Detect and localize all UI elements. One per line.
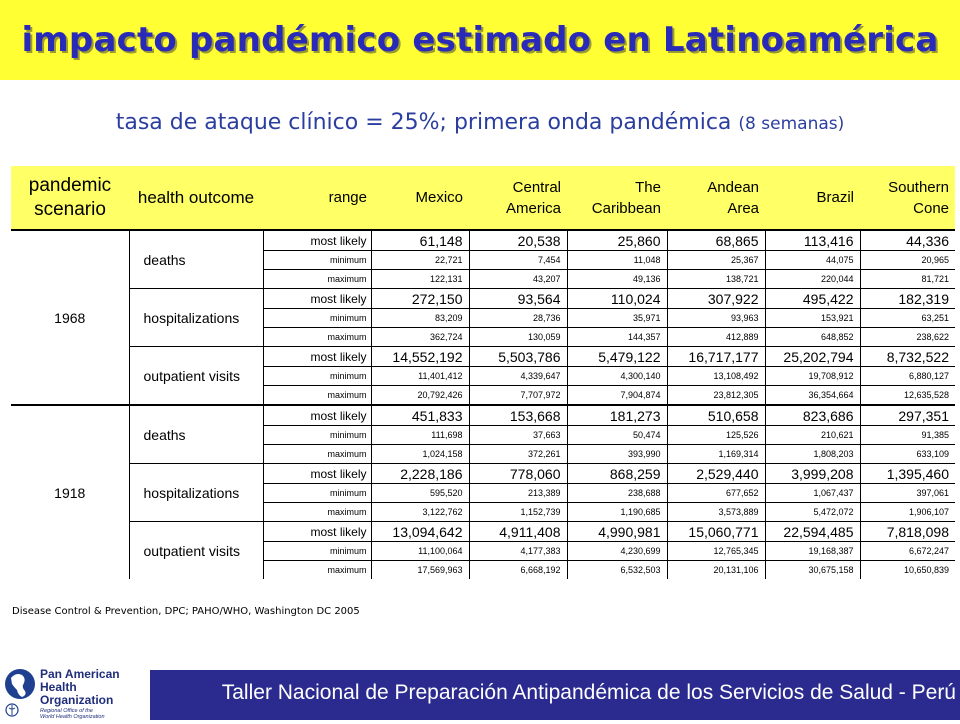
value-cell-andean-area: 125,526 (667, 426, 765, 445)
value-cell-caribbean: 50,474 (567, 426, 667, 445)
range-label-cell: most likely (263, 405, 371, 426)
value-cell-southern-cone: 12,635,528 (860, 386, 955, 406)
range-label-cell: minimum (263, 542, 371, 561)
value-cell-caribbean: 144,357 (567, 328, 667, 347)
logo-sub-name (40, 708, 105, 720)
range-label-cell: minimum (263, 484, 371, 503)
value-cell-caribbean: 7,904,874 (567, 386, 667, 406)
range-label-cell: maximum (263, 386, 371, 406)
value-cell-southern-cone: 6,672,247 (860, 542, 955, 561)
value-cell-caribbean: 181,273 (567, 405, 667, 426)
table-row (11, 522, 955, 542)
value-cell-southern-cone: 81,721 (860, 270, 955, 289)
range-label-cell: maximum (263, 561, 371, 580)
value-cell-brazil: 495,422 (765, 289, 860, 309)
value-cell-caribbean: 4,990,981 (567, 522, 667, 542)
logo-sub-line1: Regional Office of the (40, 708, 93, 714)
source-note: Disease Control & Prevention, DPC; PAHO/WHO, Washington DC 2005 (12, 606, 360, 617)
header-caribbean-line1: The (635, 178, 661, 196)
value-cell-andean-area: 68,865 (667, 230, 765, 251)
value-cell-central-america: 93,564 (469, 289, 567, 309)
value-cell-caribbean: 238,688 (567, 484, 667, 503)
value-cell-caribbean: 49,136 (567, 270, 667, 289)
scenario-year-cell: 1968 (11, 230, 129, 405)
value-cell-caribbean: 4,230,699 (567, 542, 667, 561)
value-cell-mexico: 122,131 (371, 270, 469, 289)
value-cell-central-america: 153,668 (469, 405, 567, 426)
value-cell-brazil: 153,921 (765, 309, 860, 328)
header-central-line1: Central (512, 178, 561, 196)
value-cell-brazil: 30,675,158 (765, 561, 860, 580)
value-cell-central-america: 372,261 (469, 445, 567, 464)
value-cell-brazil: 22,594,485 (765, 522, 860, 542)
value-cell-brazil: 44,075 (765, 251, 860, 270)
value-cell-southern-cone: 238,622 (860, 328, 955, 347)
value-cell-andean-area: 13,108,492 (667, 367, 765, 386)
value-cell-southern-cone: 633,109 (860, 445, 955, 464)
header-central-line2: America (505, 199, 561, 217)
header-scenario-line2: scenario (34, 198, 106, 220)
subtitle-main: tasa de ataque clínico = 25%; primera onda pandémica (115, 110, 732, 135)
value-cell-mexico: 1,024,158 (371, 445, 469, 464)
value-cell-andean-area: 25,367 (667, 251, 765, 270)
value-cell-caribbean: 393,990 (567, 445, 667, 464)
value-cell-mexico: 272,150 (371, 289, 469, 309)
header-mexico: Mexico (371, 166, 469, 230)
logo-org-line1: Pan American (40, 667, 120, 681)
value-cell-central-america: 28,736 (469, 309, 567, 328)
value-cell-andean-area: 93,963 (667, 309, 765, 328)
health-outcome-cell: outpatient visits (129, 522, 263, 580)
value-cell-southern-cone: 20,965 (860, 251, 955, 270)
header-andean-area (667, 166, 765, 230)
value-cell-caribbean: 868,259 (567, 464, 667, 484)
value-cell-brazil: 36,354,664 (765, 386, 860, 406)
value-cell-andean-area: 2,529,440 (667, 464, 765, 484)
value-cell-mexico: 451,833 (371, 405, 469, 426)
value-cell-mexico: 83,209 (371, 309, 469, 328)
value-cell-andean-area: 412,889 (667, 328, 765, 347)
scenario-year-cell: 1918 (11, 405, 129, 579)
value-cell-andean-area: 15,060,771 (667, 522, 765, 542)
value-cell-central-america: 7,454 (469, 251, 567, 270)
value-cell-southern-cone: 44,336 (860, 230, 955, 251)
value-cell-central-america: 20,538 (469, 230, 567, 251)
footer-text: Taller Nacional de Preparación Antipandémica de los Servicios de Salud - Perú (221, 681, 956, 704)
value-cell-central-america: 43,207 (469, 270, 567, 289)
value-cell-central-america: 130,059 (469, 328, 567, 347)
table-row (11, 405, 955, 426)
value-cell-andean-area: 138,721 (667, 270, 765, 289)
value-cell-central-america: 213,389 (469, 484, 567, 503)
value-cell-mexico: 3,122,762 (371, 503, 469, 522)
value-cell-andean-area: 23,812,305 (667, 386, 765, 406)
value-cell-southern-cone: 10,650,839 (860, 561, 955, 580)
table-row (11, 464, 955, 484)
value-cell-andean-area: 307,922 (667, 289, 765, 309)
value-cell-caribbean: 25,860 (567, 230, 667, 251)
value-cell-mexico: 20,792,426 (371, 386, 469, 406)
header-outcome: health outcome (129, 166, 263, 230)
value-cell-andean-area: 677,652 (667, 484, 765, 503)
value-cell-mexico: 22,721 (371, 251, 469, 270)
paho-logo (0, 662, 150, 720)
value-cell-caribbean: 6,532,503 (567, 561, 667, 580)
logo-org-line2: Health (40, 680, 77, 694)
value-cell-mexico: 2,228,186 (371, 464, 469, 484)
range-label-cell: most likely (263, 464, 371, 484)
value-cell-brazil: 1,808,203 (765, 445, 860, 464)
impact-table-container (11, 166, 955, 579)
header-andean-line1: Andean (707, 178, 759, 196)
value-cell-brazil: 220,044 (765, 270, 860, 289)
range-label-cell: minimum (263, 367, 371, 386)
health-outcome-cell: outpatient visits (129, 347, 263, 406)
header-southern-cone (860, 166, 955, 230)
value-cell-caribbean: 5,479,122 (567, 347, 667, 367)
value-cell-mexico: 595,520 (371, 484, 469, 503)
range-label-cell: maximum (263, 328, 371, 347)
table-body (11, 230, 955, 579)
value-cell-southern-cone: 7,818,098 (860, 522, 955, 542)
value-cell-central-america: 5,503,786 (469, 347, 567, 367)
health-outcome-cell: deaths (129, 405, 263, 464)
value-cell-brazil: 5,472,072 (765, 503, 860, 522)
page-title: impacto pandémico estimado en Latinoamérica (21, 20, 939, 60)
header-andean-line2: Area (727, 199, 759, 217)
value-cell-brazil: 19,168,387 (765, 542, 860, 561)
value-cell-mexico: 111,698 (371, 426, 469, 445)
value-cell-brazil: 25,202,794 (765, 347, 860, 367)
value-cell-southern-cone: 8,732,522 (860, 347, 955, 367)
value-cell-southern-cone: 6,880,127 (860, 367, 955, 386)
subtitle (0, 110, 960, 135)
header-scenario-line1: pandemic (28, 174, 112, 196)
value-cell-andean-area: 1,169,314 (667, 445, 765, 464)
logo-org-name (40, 668, 120, 707)
value-cell-andean-area: 510,658 (667, 405, 765, 426)
value-cell-mexico: 17,569,963 (371, 561, 469, 580)
subtitle-small: (8 semanas) (738, 114, 845, 134)
header-caribbean (567, 166, 667, 230)
value-cell-central-america: 7,707,972 (469, 386, 567, 406)
header-southern-line1: Southern (888, 178, 949, 196)
value-cell-mexico: 362,724 (371, 328, 469, 347)
value-cell-brazil: 19,708,912 (765, 367, 860, 386)
health-outcome-cell: hospitalizations (129, 289, 263, 347)
logo-sub-line2: World Health Organization (40, 714, 105, 720)
value-cell-brazil: 113,416 (765, 230, 860, 251)
table-row (11, 230, 955, 251)
value-cell-mexico: 11,401,412 (371, 367, 469, 386)
value-cell-andean-area: 20,131,106 (667, 561, 765, 580)
range-label-cell: most likely (263, 347, 371, 367)
value-cell-southern-cone: 1,906,107 (860, 503, 955, 522)
range-label-cell: maximum (263, 503, 371, 522)
value-cell-central-america: 6,668,192 (469, 561, 567, 580)
value-cell-central-america: 4,177,383 (469, 542, 567, 561)
header-brazil: Brazil (765, 166, 860, 230)
range-label-cell: maximum (263, 270, 371, 289)
range-label-cell: most likely (263, 289, 371, 309)
value-cell-mexico: 14,552,192 (371, 347, 469, 367)
value-cell-central-america: 4,911,408 (469, 522, 567, 542)
range-label-cell: most likely (263, 230, 371, 251)
impact-table (11, 166, 955, 579)
value-cell-brazil: 210,621 (765, 426, 860, 445)
globe-emblem-icon (0, 662, 40, 720)
value-cell-brazil: 1,067,437 (765, 484, 860, 503)
value-cell-southern-cone: 397,061 (860, 484, 955, 503)
value-cell-central-america: 37,663 (469, 426, 567, 445)
table-row (11, 289, 955, 309)
range-label-cell: minimum (263, 309, 371, 328)
value-cell-caribbean: 110,024 (567, 289, 667, 309)
header-central-america (469, 166, 567, 230)
value-cell-caribbean: 35,971 (567, 309, 667, 328)
range-label-cell: minimum (263, 251, 371, 270)
value-cell-caribbean: 4,300,140 (567, 367, 667, 386)
range-label-cell: maximum (263, 445, 371, 464)
value-cell-mexico: 13,094,642 (371, 522, 469, 542)
health-outcome-cell: hospitalizations (129, 464, 263, 522)
value-cell-brazil: 3,999,208 (765, 464, 860, 484)
value-cell-mexico: 61,148 (371, 230, 469, 251)
header-row (11, 166, 955, 230)
value-cell-southern-cone: 297,351 (860, 405, 955, 426)
value-cell-brazil: 823,686 (765, 405, 860, 426)
value-cell-southern-cone: 182,319 (860, 289, 955, 309)
value-cell-southern-cone: 63,251 (860, 309, 955, 328)
value-cell-caribbean: 11,048 (567, 251, 667, 270)
range-label-cell: most likely (263, 522, 371, 542)
value-cell-andean-area: 16,717,177 (667, 347, 765, 367)
value-cell-southern-cone: 91,385 (860, 426, 955, 445)
value-cell-andean-area: 12,765,345 (667, 542, 765, 561)
value-cell-central-america: 1,152,739 (469, 503, 567, 522)
logo-org-line3: Organization (40, 693, 114, 707)
value-cell-brazil: 648,852 (765, 328, 860, 347)
health-outcome-cell: deaths (129, 230, 263, 289)
header-caribbean-line2: Caribbean (591, 199, 661, 217)
header-range: range (263, 166, 371, 230)
range-label-cell: minimum (263, 426, 371, 445)
value-cell-central-america: 4,339,647 (469, 367, 567, 386)
value-cell-southern-cone: 1,395,460 (860, 464, 955, 484)
header-scenario (11, 166, 129, 230)
value-cell-caribbean: 1,190,685 (567, 503, 667, 522)
header-southern-line2: Cone (913, 199, 949, 217)
table-row (11, 347, 955, 367)
value-cell-andean-area: 3,573,889 (667, 503, 765, 522)
value-cell-central-america: 778,060 (469, 464, 567, 484)
value-cell-mexico: 11,100,064 (371, 542, 469, 561)
